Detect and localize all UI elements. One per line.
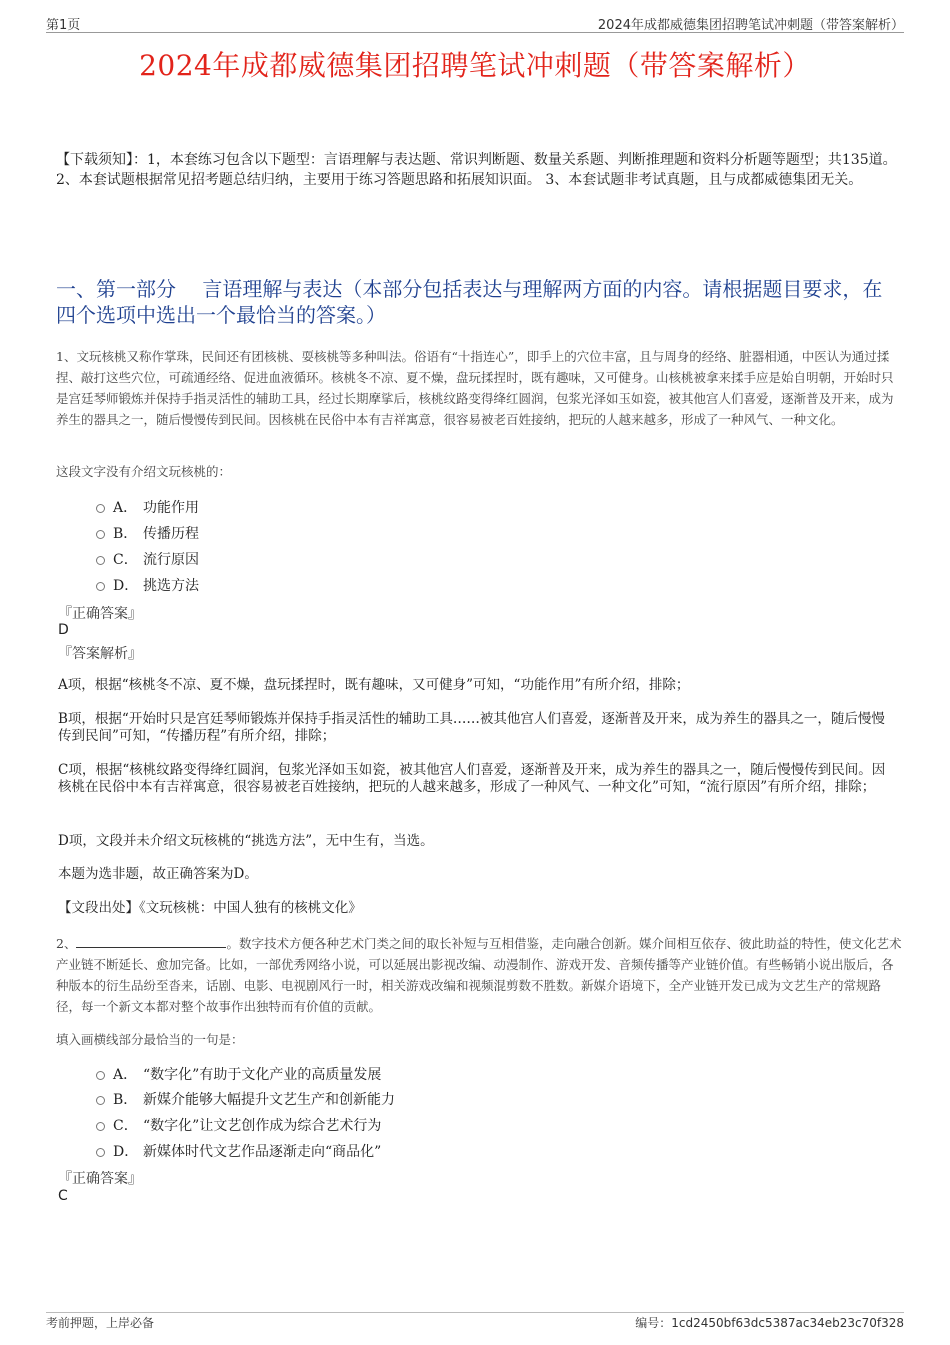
q2-prompt: 填入画横线部分最恰当的一句是： (56, 1032, 244, 1047)
option-letter: B． (113, 526, 138, 542)
q1-analysis-c: C项，根据“核桃纹路变得绛红圆润，包浆光泽如玉如瓷，被其他宫人们喜爱，逐渐普及开来，成为养生的器具之一，随后慢慢传到民间。因核桃在民俗中本有吉祥寓意，很容易被老百姓接纳，把玩的人越来越多，形成了一种风气、一种文化”可知，“流行原因”有所介绍，排除； (58, 762, 886, 795)
q1-analysis-a: A项，根据“核桃冬不凉、夏不燥，盘玩揉捏时，既有趣味，又可健身”可知，“功能作用”有所介绍，排除； (58, 677, 690, 693)
q1-option-b[interactable] (96, 523, 199, 543)
header-divider (46, 32, 904, 33)
q1-analysis-d: D项，文段并未介绍文玩核桃的“挑选方法”，无中生有，当选。 (58, 833, 434, 849)
option-letter: C． (113, 1118, 138, 1134)
option-text: 新媒介能够大幅提升文艺生产和创新能力 (143, 1092, 395, 1108)
radio-icon[interactable] (96, 1071, 105, 1080)
footer-slogan: 考前押题，上岸必备 (46, 1316, 155, 1330)
option-text: 传播历程 (143, 526, 199, 542)
download-notice: 【下载须知】：1，本套练习包含以下题型：言语理解与表达题、常识判断题、数量关系题、判断推理题和资料分析题等题型；共135道。 2、本套试题根据常见招考题总结归纳，主要用于练习答题思路和拓展知识面。 3、本套试题非考试真题，且与成都威德集团无关。 (56, 152, 897, 188)
document-title: 2024年成都威德集团招聘笔试冲刺题（带答案解析） (139, 49, 811, 82)
radio-icon[interactable] (96, 1148, 105, 1157)
q1-prompt: 这段文字没有介绍文玩核桃的： (56, 464, 232, 479)
option-text: 挑选方法 (143, 578, 199, 594)
q1-analysis-label: 『答案解析』 (58, 646, 142, 662)
radio-icon[interactable] (96, 582, 105, 591)
q1-answer-label: 『正确答案』 (58, 606, 142, 622)
option-text: 流行原因 (143, 552, 199, 568)
fill-blank (76, 936, 226, 948)
option-text: “数字化”有助于文化产业的高质量发展 (143, 1067, 382, 1083)
q2-passage-text: 。数字技术方便各种艺术门类之间的取长补短与互相借鉴，走向融合创新。媒介间相互依存、彼此助益的特性，使文化艺术产业链不断延长、愈加完备。比如，一部优秀网络小说，可以延展出影视改编、动漫制作、游戏开发、音频传播等产业链价值。有些畅销小说出版后，各种版本的衍生品纷至沓来，话剧、电影、电视剧风行一时，相关游戏改编和视频混剪数不胜数。新媒介语境下，全产业链开发已成为文艺生产的常规路径，每一个新文本都对整个故事作出独特而有价值的贡献。 (56, 936, 902, 1014)
footer-code (635, 1314, 904, 1331)
radio-icon[interactable] (96, 504, 105, 513)
q1-answer: D (58, 622, 69, 638)
q1-conclusion: 本题为选非题，故正确答案为D。 (58, 866, 258, 882)
q2-option-c[interactable] (96, 1115, 381, 1135)
q1-option-d[interactable] (96, 575, 199, 595)
q1-option-a[interactable] (96, 497, 199, 517)
q1-passage: 1、文玩核桃又称作掌珠，民间还有团核桃、耍核桃等多种叫法。俗语有“十指连心”，即手上的穴位丰富，且与周身的经络、脏器相通，中医认为通过揉捏、敲打这些穴位，可疏通经络、促进血液循环。核桃冬不凉、夏不燥，盘玩揉捏时，既有趣味，又可健身。山核桃被拿来揉手应是始自明朝，开始时只是宫廷琴师锻炼并保持手指灵活性的辅助工具，经过长期摩挲后，核桃纹路变得绛红圆润，包浆光泽如玉如瓷，被其他宫人们喜爱，逐渐普及开来，成为养生的器具之一，随后慢慢传到民间。因核桃在民俗中本有吉祥寓意，很容易被老百姓接纳，把玩的人越来越多，形成了一种风气、一种文化。 (56, 349, 894, 427)
option-letter: C． (113, 552, 138, 568)
radio-icon[interactable] (96, 556, 105, 565)
question-number: 2、 (56, 936, 77, 951)
section-heading: 一、第一部分 言语理解与表达（本部分包括表达与理解两方面的内容。请根据题目要求，在四个选项中选出一个最恰当的答案。） (56, 277, 883, 327)
q1-option-c[interactable] (96, 549, 199, 569)
option-letter: A． (113, 1067, 138, 1083)
option-letter: A． (113, 500, 138, 516)
q2-option-b[interactable] (96, 1089, 395, 1109)
option-letter: B． (113, 1092, 138, 1108)
option-text: 功能作用 (143, 500, 199, 516)
q2-option-d[interactable] (96, 1141, 381, 1161)
footer-code-value: 1cd2450bf63dc5387ac34eb23c70f328 (671, 1316, 904, 1330)
q2-answer: C (58, 1188, 68, 1204)
header-doc-title: 2024年成都威德集团招聘笔试冲刺题（带答案解析） (597, 18, 904, 33)
q1-source: 【文段出处】《文玩核桃：中国人独有的核桃文化》 (58, 900, 362, 916)
q1-analysis-b: B项，根据“开始时只是宫廷琴师锻炼并保持手指灵活性的辅助工具……被其他宫人们喜爱，逐渐普及开来，成为养生的器具之一，随后慢慢传到民间”可知，“传播历程”有所介绍，排除； (58, 711, 885, 744)
option-letter: D． (113, 1144, 139, 1160)
q2-passage (56, 933, 902, 1017)
radio-icon[interactable] (96, 1122, 105, 1131)
radio-icon[interactable] (96, 530, 105, 539)
q2-option-a[interactable] (96, 1064, 381, 1084)
option-letter: D． (113, 578, 139, 594)
option-text: 新媒体时代文艺作品逐渐走向“商品化” (143, 1144, 382, 1160)
page-number: 第1页 (46, 18, 81, 33)
footer-divider (46, 1312, 904, 1313)
radio-icon[interactable] (96, 1096, 105, 1105)
option-text: “数字化”让文艺创作成为综合艺术行为 (143, 1118, 382, 1134)
q2-answer-label: 『正确答案』 (58, 1171, 142, 1187)
footer-code-label: 编号： (635, 1316, 672, 1330)
